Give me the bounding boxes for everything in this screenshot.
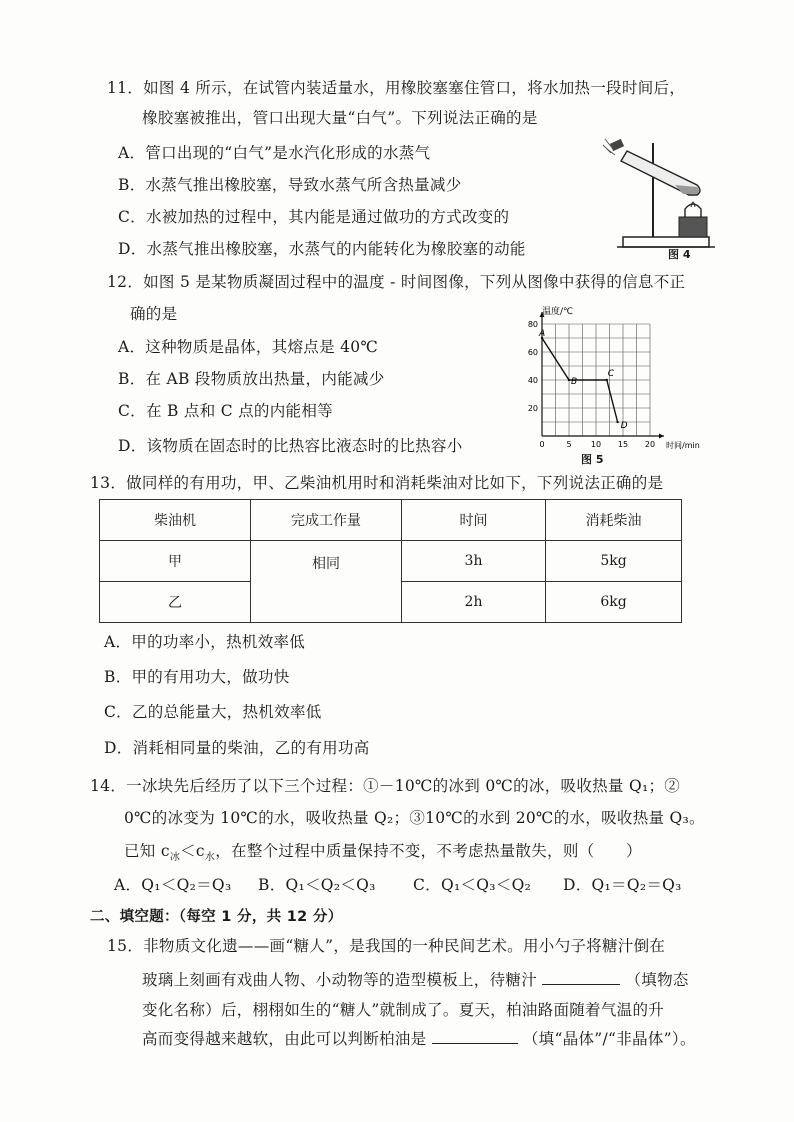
- figure-5-caption: 图 5: [581, 453, 604, 466]
- q12-option-d: D．该物质在固态时的比热容比液态时的比热容小: [118, 437, 463, 455]
- table-cell-time: 3h: [402, 541, 546, 582]
- cooling-curve-chart: [516, 302, 716, 452]
- q11-stem-line2: 橡胶塞被推出，管口出现大量“白气”。下列说法正确的是: [142, 109, 538, 127]
- subscript-water: 水: [204, 852, 216, 864]
- q14-line3-part-a: 已知 c: [124, 842, 170, 860]
- section-heading-fill-in: 二、填空题：（每空 1 分，共 12 分）: [90, 909, 343, 925]
- y-tick-label: 40: [527, 376, 538, 385]
- q15-line4-part-b: （填“晶体”/“非晶体”）。: [522, 1030, 696, 1048]
- q11-stem-line1: 11．如图 4 所示，在试管内装适量水，用橡胶塞塞住管口，将水加热一段时间后，: [107, 79, 686, 97]
- q12-stem-line2: 确的是: [130, 305, 178, 323]
- q11-option-a: A．管口出现的“白气”是水汽化形成的水蒸气: [118, 144, 431, 162]
- q11-option-d: D．水蒸气推出橡胶塞，水蒸气的内能转化为橡胶塞的动能: [118, 240, 526, 258]
- q15-line4: [142, 1027, 696, 1049]
- x-axis-arrow: [659, 434, 664, 439]
- y-axis-label: 温度/℃: [542, 307, 574, 317]
- x-tick-label: 10: [590, 440, 602, 449]
- q14-option-c: C．Q₁＜Q₃＜Q₂: [413, 876, 532, 894]
- table-cell-time: 2h: [402, 582, 546, 623]
- q14-option-d: D．Q₁＝Q₂＝Q₃: [563, 876, 682, 894]
- q14-stem-line3: [124, 839, 642, 863]
- q12-option-a: A．这种物质是晶体，其熔点是 40℃: [118, 338, 379, 356]
- q14-stem-line2: 0℃的冰变为 10℃的水，吸收热量 Q₂；③10℃的水到 20℃的水，吸收热量 Q₃。: [124, 809, 705, 827]
- q14-stem-line1: 14．一冰块先后经历了以下三个过程：①－10℃的冰到 0℃的冰，吸收热量 Q₁；②: [90, 777, 681, 795]
- q14-line3-part-b: ＜c: [180, 842, 205, 860]
- q13-option-c: C．乙的总能量大，热机效率低: [104, 703, 322, 721]
- table-header-cell: 完成工作量: [251, 500, 402, 541]
- point-marker-d: [616, 421, 618, 423]
- table-cell-fuel: 5kg: [546, 541, 682, 582]
- diesel-engine-comparison-table: [99, 499, 682, 623]
- x-tick-label: 5: [566, 440, 572, 449]
- x-tick-label: 15: [617, 440, 629, 449]
- q13-stem: 13．做同样的有用功，甲、乙柴油机用时和消耗柴油对比如下，下列说法正确的是: [90, 474, 664, 492]
- table-row: [100, 541, 682, 582]
- q14-option-b: B．Q₁＜Q₂＜Q₃: [258, 876, 376, 894]
- q15-line2: [142, 968, 689, 990]
- table-header-cell: 柴油机: [100, 500, 251, 541]
- table-cell-fuel: 6kg: [546, 582, 682, 623]
- q13-option-a: A．甲的功率小，热机效率低: [104, 633, 306, 651]
- q11-option-c: C．水被加热的过程中，其内能是通过做功的方式改变的: [118, 208, 510, 226]
- answer-blank-2[interactable]: [432, 1029, 518, 1044]
- table-cell-engine: 乙: [100, 582, 251, 623]
- chart-axes: [540, 312, 665, 439]
- point-label-c: C: [607, 369, 615, 379]
- point-label-d: D: [620, 421, 628, 431]
- test-tube-apparatus-figure: [603, 137, 723, 265]
- point-marker-c: [606, 379, 608, 381]
- subscript-ice: 冰: [169, 852, 181, 864]
- x-tick-label: 20: [644, 440, 656, 449]
- q12-option-b: B．在 AB 段物质放出热量，内能减少: [118, 370, 385, 388]
- x-axis-label: 时间/min: [666, 441, 700, 450]
- q13-option-d: D．消耗相同量的柴油，乙的有用功高: [104, 739, 370, 757]
- q14-option-a: A．Q₁＜Q₂＝Q₃: [114, 876, 232, 894]
- q13-option-b: B．甲的有用功大，做功快: [104, 668, 290, 686]
- q11-option-b: B．水蒸气推出橡胶塞，导致水蒸气所含热量减少: [118, 176, 462, 194]
- q12-option-c: C．在 B 点和 C 点的内能相等: [118, 402, 333, 420]
- q15-line1: 15．非物质文化遗——画“糖人”，是我国的一种民间艺术。用小勺子将糖汁倒在: [107, 937, 666, 955]
- q15-line2-part-a: 玻璃上刻画有戏曲人物、小动物等的造型模板上，待糖汁: [142, 971, 538, 989]
- table-cell-engine: 甲: [100, 541, 251, 582]
- table-cell-work: 相同: [251, 541, 402, 623]
- table-header-cell: 时间: [402, 500, 546, 541]
- table-header-cell: 消耗柴油: [546, 500, 682, 541]
- point-marker-b: [568, 379, 570, 381]
- y-tick-label: 80: [527, 320, 538, 329]
- y-tick-label: 20: [527, 404, 538, 413]
- y-tick-label: 60: [527, 348, 538, 357]
- point-label-a: A: [539, 329, 546, 339]
- point-label-b: B: [571, 377, 578, 387]
- q15-line3: 变化名称）后，栩栩如生的“糖人”就制成了。夏天，柏油路面随着气温的升: [142, 1001, 665, 1019]
- q15-line2-part-b: （填物态: [625, 971, 689, 989]
- table-header-row: [100, 500, 682, 541]
- answer-blank-1[interactable]: [542, 970, 620, 985]
- q14-line3-part-c: ，在整个过程中质量保持不变，不考虑热量散失，则（ ）: [215, 842, 642, 860]
- x-tick-label: 0: [539, 440, 545, 449]
- figure-4-caption: 图 4: [668, 248, 691, 261]
- q12-stem-line1: 12．如图 5 是某物质凝固过程中的温度 - 时间图像，下列从图像中获得的信息不正: [107, 273, 686, 291]
- chart-tick-labels: [528, 320, 655, 449]
- q15-line4-part-a: 高而变得越来越软，由此可以判断柏油是: [142, 1030, 427, 1048]
